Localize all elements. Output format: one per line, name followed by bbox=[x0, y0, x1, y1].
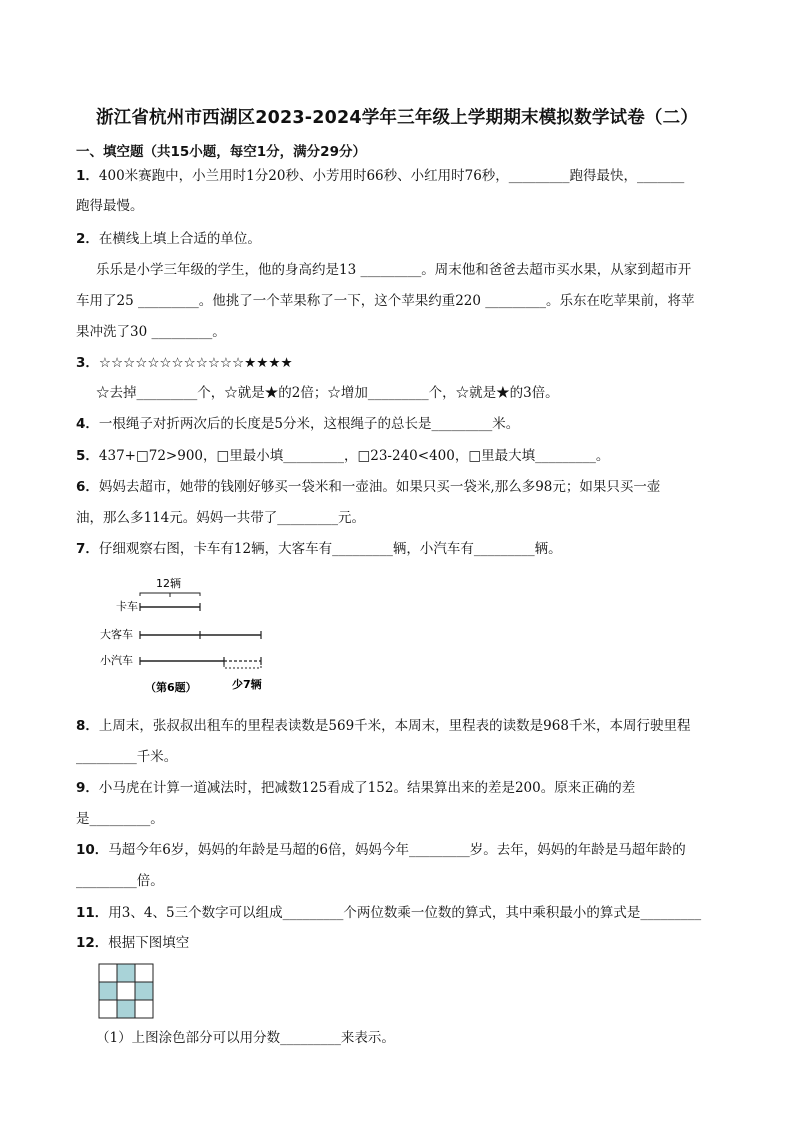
question-number: 11． bbox=[76, 905, 109, 921]
question-4 bbox=[76, 415, 519, 433]
bus-label: 大客车 bbox=[100, 628, 133, 641]
question-number: 12． bbox=[76, 935, 109, 951]
question-12 bbox=[76, 934, 189, 952]
question-2-line: 乐乐是小学三年级的学生，他的身高约是13 _________。周末他和爸爸去超市买水果，从家到超市开 bbox=[96, 262, 692, 278]
grid-cells bbox=[99, 964, 153, 1018]
question-number: 4． bbox=[76, 416, 99, 432]
question-9-cont: 是_________。 bbox=[76, 811, 164, 827]
question-5 bbox=[76, 447, 609, 465]
question-number: 8． bbox=[76, 718, 99, 734]
grid-cell bbox=[135, 964, 153, 982]
grid-cell bbox=[117, 982, 135, 1000]
question-text: 马超今年6岁，妈妈的年龄是马超的6倍，妈妈今年_________岁。去年，妈妈的年龄是马超年龄的 bbox=[108, 842, 686, 858]
question-3-line: ☆去掉_________个，☆就是★的2倍；☆增加_________个，☆就是★的3倍。 bbox=[96, 385, 559, 401]
question-10-cont: _________倍。 bbox=[76, 873, 164, 889]
less-label: 少7辆 bbox=[232, 678, 262, 691]
question-text: 用3、4、5三个数字可以组成_________个两位数乘一位数的算式，其中乘积最小的算式是_________ bbox=[108, 905, 702, 921]
question-9 bbox=[76, 779, 635, 797]
grid-cell-shaded bbox=[117, 1000, 135, 1018]
grid-cell-shaded bbox=[99, 982, 117, 1000]
question-6 bbox=[76, 478, 660, 496]
car-label: 小汽车 bbox=[100, 654, 133, 667]
question-text: 在横线上填上合适的单位。 bbox=[98, 231, 261, 247]
question-3 bbox=[76, 354, 293, 372]
less-brace bbox=[224, 665, 261, 668]
diagram-caption: （第6题） bbox=[145, 681, 197, 694]
question-text: 根据下图填空 bbox=[108, 935, 190, 951]
segment-diagram bbox=[90, 572, 290, 700]
grid-cell bbox=[99, 964, 117, 982]
question-text: 400米赛跑中，小兰用时1分20秒、小芳用时66秒、小红用时76秒，_________跑得最快，_______ bbox=[98, 168, 685, 184]
question-number: 3． bbox=[76, 355, 99, 371]
star-row: ☆☆☆☆☆☆☆☆☆☆☆☆★★★★ bbox=[98, 355, 293, 371]
question-text: 一根绳子对折两次后的长度是5分米，这根绳子的总长是_________米。 bbox=[98, 416, 520, 432]
grid-cell bbox=[135, 1000, 153, 1018]
question-1-cont: 跑得最慢。 bbox=[76, 198, 144, 214]
fraction-grid bbox=[98, 963, 156, 1021]
question-text: 437+□72>900，□里最小填_________，□23-240<400，□里最大填_________。 bbox=[98, 448, 610, 464]
question-number: 2． bbox=[76, 231, 99, 247]
section-heading: 一、填空题（共15小题，每空1分，满分29分） bbox=[76, 144, 366, 160]
question-10 bbox=[76, 841, 686, 859]
question-text: 仔细观察右图，卡车有12辆，大客车有_________辆，小汽车有_________辆。 bbox=[98, 541, 562, 557]
grid-cell bbox=[99, 1000, 117, 1018]
question-11 bbox=[76, 904, 701, 922]
question-text: 妈妈去超市，她带的钱刚好够买一袋米和一壶油。如果只买一袋米,那么多98元；如果只买一壶 bbox=[98, 479, 661, 495]
question-number: 9． bbox=[76, 780, 99, 796]
grid-cell-shaded bbox=[135, 982, 153, 1000]
question-7 bbox=[76, 540, 562, 558]
truck-label: 卡车 bbox=[116, 600, 138, 613]
question-number: 1． bbox=[76, 168, 99, 184]
question-2-line: 车用了25 _________。他挑了一个苹果称了一下，这个苹果约重220 _________。乐东在吃苹果前，将苹 bbox=[76, 293, 695, 309]
question-text: 上周末，张叔叔出租车的里程表读数是569千米，本周末，里程表的读数是968千米，本周行驶里程 bbox=[98, 718, 691, 734]
question-2-line: 果冲洗了30 _________。 bbox=[76, 324, 226, 340]
question-number: 6． bbox=[76, 479, 99, 495]
question-number: 7． bbox=[76, 541, 99, 557]
question-12-sub-1: （1）上图涂色部分可以用分数_________来表示。 bbox=[96, 1030, 395, 1046]
grid-cell-shaded bbox=[117, 964, 135, 982]
truck-count-label: 12辆 bbox=[156, 577, 181, 590]
question-8 bbox=[76, 717, 690, 735]
question-number: 10． bbox=[76, 842, 109, 858]
question-1 bbox=[76, 167, 684, 185]
question-number: 5． bbox=[76, 448, 99, 464]
question-8-cont: _________千米。 bbox=[76, 749, 178, 765]
question-text: 小马虎在计算一道减法时，把减数125看成了152。结果算出来的差是200。原来正确的差 bbox=[98, 780, 636, 796]
question-2 bbox=[76, 230, 261, 248]
page-title: 浙江省杭州市西湖区2023-2024学年三年级上学期期末模拟数学试卷（二） bbox=[95, 108, 699, 128]
question-6-cont: 油，那么多114元。妈妈一共带了_________元。 bbox=[76, 510, 366, 526]
